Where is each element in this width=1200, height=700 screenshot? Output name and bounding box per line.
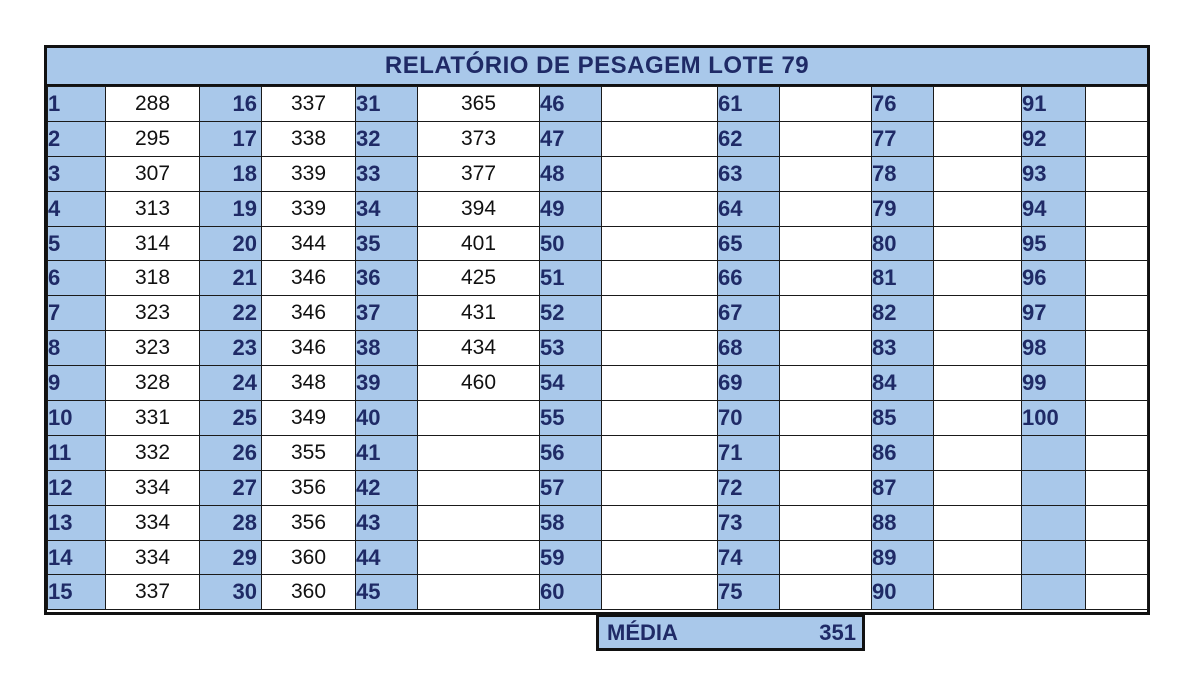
animal-number-cell: 56 bbox=[540, 435, 602, 470]
table-row bbox=[48, 331, 1148, 366]
animal-number-cell: 20 bbox=[200, 226, 262, 261]
animal-number-cell: 89 bbox=[872, 540, 934, 575]
weight-value-cell bbox=[780, 470, 872, 505]
animal-number-cell: 69 bbox=[718, 366, 780, 401]
weight-value-cell bbox=[1086, 540, 1148, 575]
animal-number-cell: 80 bbox=[872, 226, 934, 261]
weight-value-cell bbox=[418, 435, 540, 470]
animal-number-cell: 33 bbox=[356, 156, 418, 191]
animal-number-cell: 77 bbox=[872, 121, 934, 156]
weight-value-cell: 295 bbox=[106, 121, 200, 156]
animal-number-cell: 48 bbox=[540, 156, 602, 191]
weight-value-cell bbox=[780, 296, 872, 331]
weights-table bbox=[47, 86, 1148, 610]
animal-number-cell: 47 bbox=[540, 121, 602, 156]
weight-value-cell bbox=[780, 575, 872, 610]
weight-value-cell: 401 bbox=[418, 226, 540, 261]
table-row bbox=[48, 540, 1148, 575]
weight-value-cell: 356 bbox=[262, 505, 356, 540]
weight-value-cell bbox=[1086, 156, 1148, 191]
weight-value-cell bbox=[1086, 401, 1148, 436]
weight-value-cell bbox=[780, 540, 872, 575]
weight-value-cell: 434 bbox=[418, 331, 540, 366]
animal-number-cell: 55 bbox=[540, 401, 602, 436]
animal-number-cell: 13 bbox=[48, 505, 106, 540]
weight-value-cell: 355 bbox=[262, 435, 356, 470]
weight-value-cell bbox=[1086, 435, 1148, 470]
weight-value-cell bbox=[1086, 505, 1148, 540]
animal-number-cell: 96 bbox=[1022, 261, 1086, 296]
table-row bbox=[48, 87, 1148, 122]
animal-number-cell: 82 bbox=[872, 296, 934, 331]
weight-value-cell: 339 bbox=[262, 191, 356, 226]
weight-value-cell bbox=[934, 505, 1022, 540]
animal-number-cell: 64 bbox=[718, 191, 780, 226]
animal-number-cell: 17 bbox=[200, 121, 262, 156]
animal-number-cell: 10 bbox=[48, 401, 106, 436]
animal-number-cell: 66 bbox=[718, 261, 780, 296]
table-row bbox=[48, 261, 1148, 296]
weight-value-cell: 332 bbox=[106, 435, 200, 470]
weight-value-cell bbox=[780, 261, 872, 296]
weight-value-cell bbox=[602, 366, 718, 401]
weight-value-cell bbox=[602, 505, 718, 540]
weight-value-cell bbox=[780, 191, 872, 226]
animal-number-cell: 88 bbox=[872, 505, 934, 540]
animal-number-cell: 60 bbox=[540, 575, 602, 610]
weight-value-cell bbox=[1086, 226, 1148, 261]
weight-value-cell bbox=[602, 226, 718, 261]
animal-number-cell bbox=[1022, 575, 1086, 610]
weight-value-cell: 360 bbox=[262, 540, 356, 575]
animal-number-cell: 29 bbox=[200, 540, 262, 575]
table-row bbox=[48, 575, 1148, 610]
animal-number-cell: 57 bbox=[540, 470, 602, 505]
animal-number-cell: 83 bbox=[872, 331, 934, 366]
weights-table-body bbox=[48, 87, 1148, 610]
weight-value-cell bbox=[780, 366, 872, 401]
animal-number-cell: 95 bbox=[1022, 226, 1086, 261]
weight-value-cell: 394 bbox=[418, 191, 540, 226]
weight-value-cell bbox=[780, 505, 872, 540]
weight-value-cell: 365 bbox=[418, 87, 540, 122]
animal-number-cell: 5 bbox=[48, 226, 106, 261]
animal-number-cell: 12 bbox=[48, 470, 106, 505]
animal-number-cell: 40 bbox=[356, 401, 418, 436]
weight-value-cell bbox=[1086, 296, 1148, 331]
weight-value-cell bbox=[780, 435, 872, 470]
animal-number-cell: 65 bbox=[718, 226, 780, 261]
animal-number-cell: 43 bbox=[356, 505, 418, 540]
animal-number-cell: 53 bbox=[540, 331, 602, 366]
animal-number-cell: 84 bbox=[872, 366, 934, 401]
animal-number-cell: 41 bbox=[356, 435, 418, 470]
weight-value-cell bbox=[780, 331, 872, 366]
weight-value-cell bbox=[418, 470, 540, 505]
weight-value-cell bbox=[934, 191, 1022, 226]
weight-value-cell bbox=[934, 87, 1022, 122]
animal-number-cell: 100 bbox=[1022, 401, 1086, 436]
weight-value-cell: 349 bbox=[262, 401, 356, 436]
table-row bbox=[48, 470, 1148, 505]
animal-number-cell bbox=[1022, 540, 1086, 575]
animal-number-cell: 22 bbox=[200, 296, 262, 331]
animal-number-cell: 46 bbox=[540, 87, 602, 122]
animal-number-cell: 92 bbox=[1022, 121, 1086, 156]
animal-number-cell: 4 bbox=[48, 191, 106, 226]
animal-number-cell: 3 bbox=[48, 156, 106, 191]
weight-value-cell: 356 bbox=[262, 470, 356, 505]
weight-value-cell: 318 bbox=[106, 261, 200, 296]
average-box bbox=[596, 614, 865, 651]
animal-number-cell: 71 bbox=[718, 435, 780, 470]
animal-number-cell: 99 bbox=[1022, 366, 1086, 401]
weight-value-cell: 346 bbox=[262, 331, 356, 366]
animal-number-cell: 6 bbox=[48, 261, 106, 296]
weighing-report-sheet bbox=[44, 45, 1150, 615]
animal-number-cell: 58 bbox=[540, 505, 602, 540]
weight-value-cell bbox=[602, 296, 718, 331]
table-row bbox=[48, 505, 1148, 540]
weight-value-cell: 334 bbox=[106, 470, 200, 505]
animal-number-cell: 73 bbox=[718, 505, 780, 540]
animal-number-cell: 7 bbox=[48, 296, 106, 331]
weight-value-cell: 344 bbox=[262, 226, 356, 261]
animal-number-cell: 68 bbox=[718, 331, 780, 366]
weight-value-cell bbox=[418, 401, 540, 436]
weight-value-cell bbox=[1086, 366, 1148, 401]
weight-value-cell bbox=[780, 87, 872, 122]
animal-number-cell: 52 bbox=[540, 296, 602, 331]
weight-value-cell: 338 bbox=[262, 121, 356, 156]
weight-value-cell: 348 bbox=[262, 366, 356, 401]
weight-value-cell bbox=[780, 226, 872, 261]
animal-number-cell: 76 bbox=[872, 87, 934, 122]
weight-value-cell bbox=[1086, 191, 1148, 226]
weight-value-cell: 346 bbox=[262, 296, 356, 331]
animal-number-cell: 9 bbox=[48, 366, 106, 401]
weight-value-cell: 337 bbox=[262, 87, 356, 122]
weight-value-cell bbox=[1086, 121, 1148, 156]
weight-value-cell bbox=[934, 156, 1022, 191]
animal-number-cell: 38 bbox=[356, 331, 418, 366]
animal-number-cell: 45 bbox=[356, 575, 418, 610]
animal-number-cell: 27 bbox=[200, 470, 262, 505]
weight-value-cell bbox=[602, 540, 718, 575]
animal-number-cell: 63 bbox=[718, 156, 780, 191]
weight-value-cell bbox=[602, 261, 718, 296]
weight-value-cell: 314 bbox=[106, 226, 200, 261]
animal-number-cell: 79 bbox=[872, 191, 934, 226]
animal-number-cell: 75 bbox=[718, 575, 780, 610]
animal-number-cell: 74 bbox=[718, 540, 780, 575]
animal-number-cell: 1 bbox=[48, 87, 106, 122]
weight-value-cell bbox=[934, 226, 1022, 261]
animal-number-cell: 25 bbox=[200, 401, 262, 436]
weight-value-cell: 323 bbox=[106, 296, 200, 331]
animal-number-cell: 28 bbox=[200, 505, 262, 540]
animal-number-cell: 54 bbox=[540, 366, 602, 401]
average-label: MÉDIA bbox=[607, 619, 678, 645]
animal-number-cell: 37 bbox=[356, 296, 418, 331]
animal-number-cell: 2 bbox=[48, 121, 106, 156]
weight-value-cell bbox=[934, 470, 1022, 505]
animal-number-cell: 44 bbox=[356, 540, 418, 575]
animal-number-cell: 81 bbox=[872, 261, 934, 296]
animal-number-cell: 15 bbox=[48, 575, 106, 610]
report-title: RELATÓRIO DE PESAGEM LOTE 79 bbox=[47, 48, 1147, 86]
table-row bbox=[48, 226, 1148, 261]
animal-number-cell: 24 bbox=[200, 366, 262, 401]
animal-number-cell: 72 bbox=[718, 470, 780, 505]
animal-number-cell bbox=[1022, 435, 1086, 470]
animal-number-cell: 49 bbox=[540, 191, 602, 226]
animal-number-cell: 39 bbox=[356, 366, 418, 401]
weight-value-cell bbox=[418, 540, 540, 575]
animal-number-cell: 91 bbox=[1022, 87, 1086, 122]
weight-value-cell bbox=[602, 470, 718, 505]
weight-value-cell bbox=[418, 505, 540, 540]
animal-number-cell: 31 bbox=[356, 87, 418, 122]
animal-number-cell: 67 bbox=[718, 296, 780, 331]
weight-value-cell: 360 bbox=[262, 575, 356, 610]
animal-number-cell bbox=[1022, 470, 1086, 505]
table-row bbox=[48, 366, 1148, 401]
animal-number-cell: 93 bbox=[1022, 156, 1086, 191]
animal-number-cell: 90 bbox=[872, 575, 934, 610]
weight-value-cell: 323 bbox=[106, 331, 200, 366]
weight-value-cell: 373 bbox=[418, 121, 540, 156]
weight-value-cell bbox=[602, 435, 718, 470]
weight-value-cell bbox=[934, 401, 1022, 436]
weight-value-cell: 313 bbox=[106, 191, 200, 226]
weight-value-cell: 339 bbox=[262, 156, 356, 191]
animal-number-cell: 50 bbox=[540, 226, 602, 261]
weight-value-cell bbox=[934, 296, 1022, 331]
animal-number-cell: 14 bbox=[48, 540, 106, 575]
table-row bbox=[48, 435, 1148, 470]
animal-number-cell: 62 bbox=[718, 121, 780, 156]
weight-value-cell: 425 bbox=[418, 261, 540, 296]
animal-number-cell: 78 bbox=[872, 156, 934, 191]
table-row bbox=[48, 121, 1148, 156]
weight-value-cell bbox=[1086, 331, 1148, 366]
weight-value-cell: 377 bbox=[418, 156, 540, 191]
animal-number-cell: 21 bbox=[200, 261, 262, 296]
animal-number-cell: 11 bbox=[48, 435, 106, 470]
weight-value-cell bbox=[602, 575, 718, 610]
animal-number-cell: 36 bbox=[356, 261, 418, 296]
weight-value-cell: 460 bbox=[418, 366, 540, 401]
animal-number-cell bbox=[1022, 505, 1086, 540]
animal-number-cell: 23 bbox=[200, 331, 262, 366]
animal-number-cell: 85 bbox=[872, 401, 934, 436]
weight-value-cell: 328 bbox=[106, 366, 200, 401]
animal-number-cell: 34 bbox=[356, 191, 418, 226]
weight-value-cell: 337 bbox=[106, 575, 200, 610]
animal-number-cell: 86 bbox=[872, 435, 934, 470]
animal-number-cell: 32 bbox=[356, 121, 418, 156]
animal-number-cell: 16 bbox=[200, 87, 262, 122]
weight-value-cell bbox=[602, 401, 718, 436]
weight-value-cell bbox=[780, 156, 872, 191]
weight-value-cell bbox=[1086, 575, 1148, 610]
weight-value-cell bbox=[934, 366, 1022, 401]
animal-number-cell: 18 bbox=[200, 156, 262, 191]
weight-value-cell bbox=[602, 87, 718, 122]
weight-value-cell bbox=[418, 575, 540, 610]
weight-value-cell bbox=[1086, 87, 1148, 122]
animal-number-cell: 42 bbox=[356, 470, 418, 505]
animal-number-cell: 94 bbox=[1022, 191, 1086, 226]
weight-value-cell bbox=[1086, 470, 1148, 505]
animal-number-cell: 61 bbox=[718, 87, 780, 122]
animal-number-cell: 98 bbox=[1022, 331, 1086, 366]
weight-value-cell bbox=[934, 121, 1022, 156]
animal-number-cell: 8 bbox=[48, 331, 106, 366]
animal-number-cell: 87 bbox=[872, 470, 934, 505]
weight-value-cell bbox=[934, 331, 1022, 366]
weight-value-cell: 331 bbox=[106, 401, 200, 436]
animal-number-cell: 19 bbox=[200, 191, 262, 226]
animal-number-cell: 59 bbox=[540, 540, 602, 575]
weight-value-cell bbox=[934, 435, 1022, 470]
weight-value-cell bbox=[602, 121, 718, 156]
average-value: 351 bbox=[819, 619, 856, 645]
table-row bbox=[48, 156, 1148, 191]
weight-value-cell: 288 bbox=[106, 87, 200, 122]
weight-value-cell: 346 bbox=[262, 261, 356, 296]
animal-number-cell: 70 bbox=[718, 401, 780, 436]
weight-value-cell bbox=[934, 575, 1022, 610]
weight-value-cell: 334 bbox=[106, 505, 200, 540]
weight-value-cell bbox=[1086, 261, 1148, 296]
weight-value-cell: 431 bbox=[418, 296, 540, 331]
weight-value-cell bbox=[934, 261, 1022, 296]
animal-number-cell: 97 bbox=[1022, 296, 1086, 331]
animal-number-cell: 51 bbox=[540, 261, 602, 296]
table-row bbox=[48, 296, 1148, 331]
animal-number-cell: 26 bbox=[200, 435, 262, 470]
weight-value-cell: 307 bbox=[106, 156, 200, 191]
weight-value-cell bbox=[780, 121, 872, 156]
table-row bbox=[48, 401, 1148, 436]
weight-value-cell bbox=[602, 331, 718, 366]
animal-number-cell: 30 bbox=[200, 575, 262, 610]
weight-value-cell bbox=[934, 540, 1022, 575]
weight-value-cell bbox=[602, 156, 718, 191]
table-row bbox=[48, 191, 1148, 226]
weight-value-cell bbox=[780, 401, 872, 436]
weight-value-cell bbox=[602, 191, 718, 226]
weight-value-cell: 334 bbox=[106, 540, 200, 575]
animal-number-cell: 35 bbox=[356, 226, 418, 261]
